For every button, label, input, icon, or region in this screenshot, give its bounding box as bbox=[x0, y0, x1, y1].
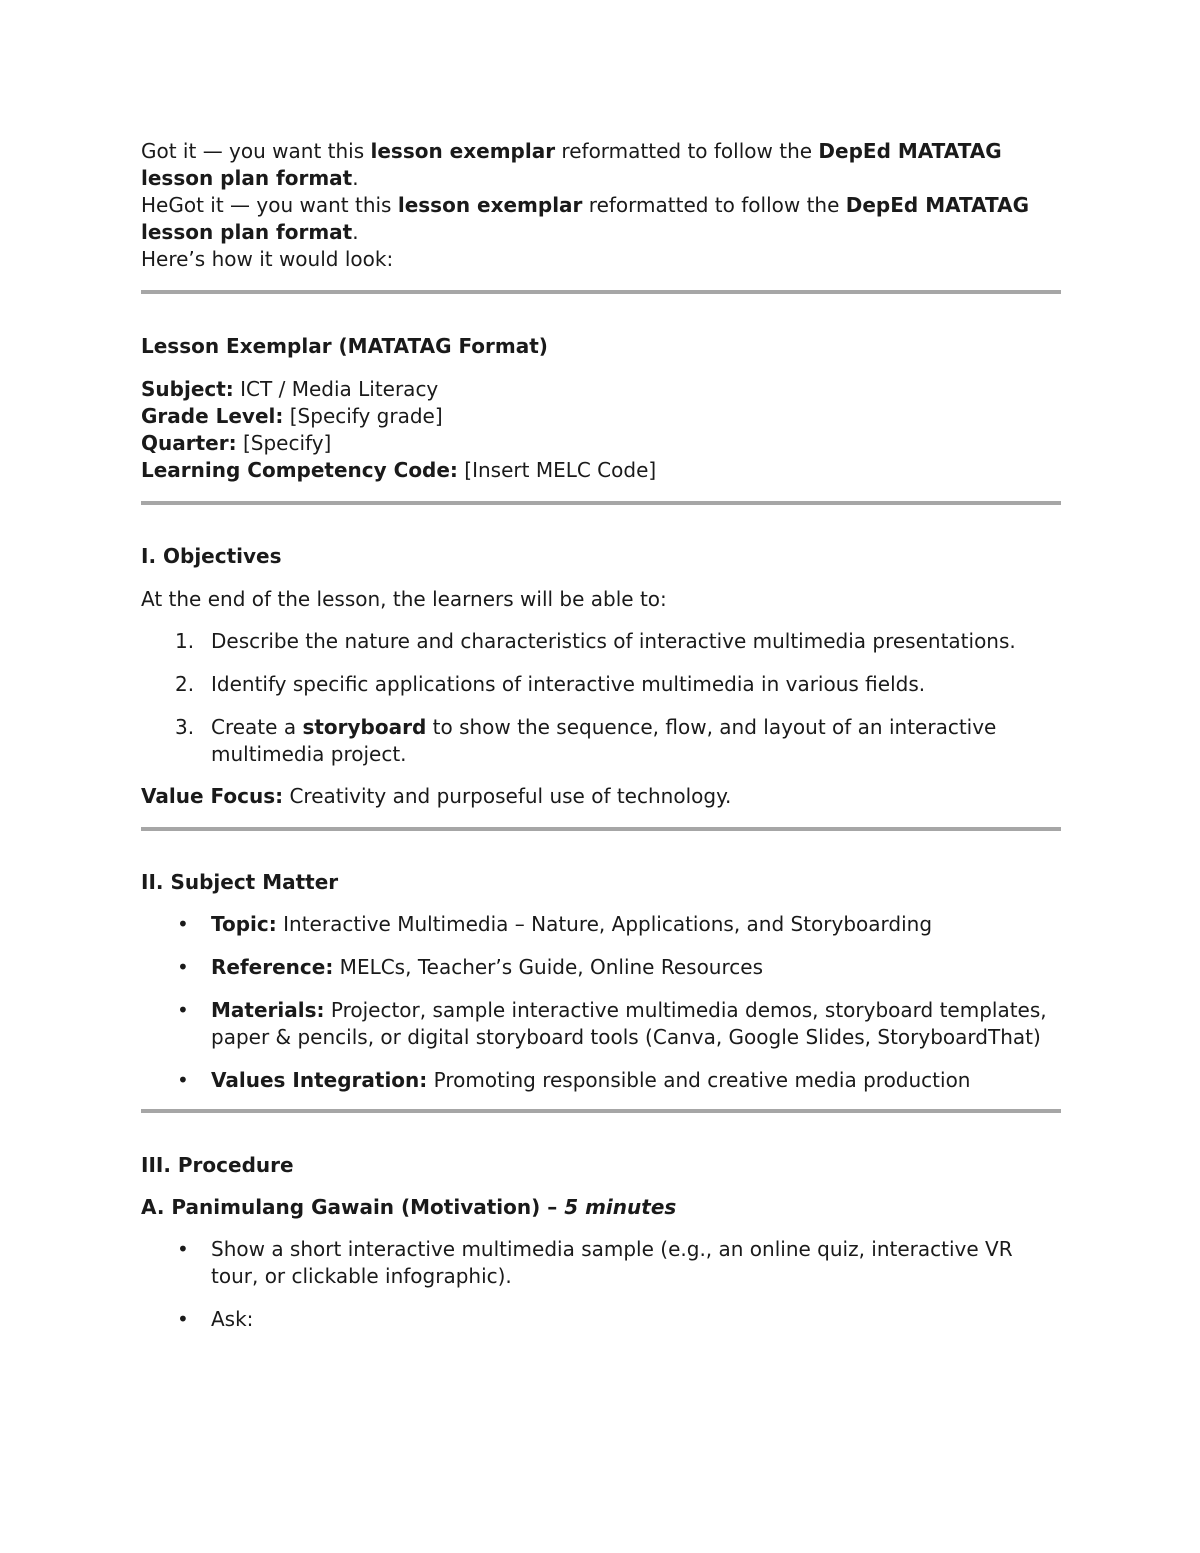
bullet-icon: • bbox=[177, 1237, 189, 1261]
list-item: • Ask: bbox=[177, 1307, 254, 1331]
procedure-title: III. Procedure bbox=[141, 1153, 294, 1177]
document-page bbox=[141, 138, 1061, 1333]
list-item: • Values Integration: Promoting responsible and creative media production bbox=[177, 1068, 971, 1092]
info-quarter: Quarter: [Specify] bbox=[141, 431, 332, 455]
list-item: • Show a short interactive multimedia sample (e.g., an online quiz, interactive VR tour, or clickable infographic). bbox=[177, 1237, 1013, 1288]
list-item: • Reference: MELCs, Teacher’s Guide, Online Resources bbox=[177, 955, 763, 979]
info-grade-level: Grade Level: [Specify grade] bbox=[141, 404, 443, 428]
value-focus: Value Focus: Creativity and purposeful use of technology. bbox=[141, 784, 732, 808]
horizontal-rule bbox=[141, 1109, 1061, 1113]
horizontal-rule bbox=[141, 501, 1061, 505]
intro-line-1: Got it — you want this lesson exemplar reformatted to follow the DepEd MATATAG lesson plan format. bbox=[141, 139, 1002, 190]
objectives-lead: At the end of the lesson, the learners will be able to: bbox=[141, 587, 667, 611]
list-item: 1. Describe the nature and characteristics of interactive multimedia presentations. bbox=[175, 629, 1016, 653]
list-item: 2. Identify specific applications of interactive multimedia in various fields. bbox=[175, 672, 926, 696]
objectives-title: I. Objectives bbox=[141, 544, 282, 568]
bullet-icon: • bbox=[177, 1068, 189, 1092]
info-competency-code: Learning Competency Code: [Insert MELC Code] bbox=[141, 458, 657, 482]
horizontal-rule bbox=[141, 290, 1061, 294]
intro-line-3: Here’s how it would look: bbox=[141, 247, 394, 271]
procedure-list bbox=[141, 1236, 1061, 1333]
list-item: • Materials: Projector, sample interactive multimedia demos, storyboard templates, paper & pencils, or digital storyboard tools (Canva, Google Slides, StoryboardThat) bbox=[177, 998, 1047, 1049]
subject-matter-list bbox=[141, 911, 1061, 1094]
bullet-icon: • bbox=[177, 955, 189, 979]
list-item: • Topic: Interactive Multimedia – Nature, Applications, and Storyboarding bbox=[177, 912, 933, 936]
lesson-info bbox=[141, 376, 1061, 484]
list-item: 3. Create a storyboard to show the sequence, flow, and layout of an interactive multimedia project. bbox=[175, 715, 997, 766]
intro-text bbox=[141, 138, 1061, 273]
objectives-list bbox=[141, 628, 1061, 768]
lesson-title: Lesson Exemplar (MATATAG Format) bbox=[141, 334, 548, 358]
info-subject: Subject: ICT / Media Literacy bbox=[141, 377, 439, 401]
bullet-icon: • bbox=[177, 998, 189, 1022]
procedure-subsection-a: A. Panimulang Gawain (Motivation) – 5 minutes bbox=[141, 1195, 677, 1219]
intro-line-2: HeGot it — you want this lesson exemplar reformatted to follow the DepEd MATATAG lesson plan format. bbox=[141, 193, 1030, 244]
bullet-icon: • bbox=[177, 912, 189, 936]
subject-matter-title: II. Subject Matter bbox=[141, 870, 339, 894]
bullet-icon: • bbox=[177, 1307, 189, 1331]
horizontal-rule bbox=[141, 827, 1061, 831]
